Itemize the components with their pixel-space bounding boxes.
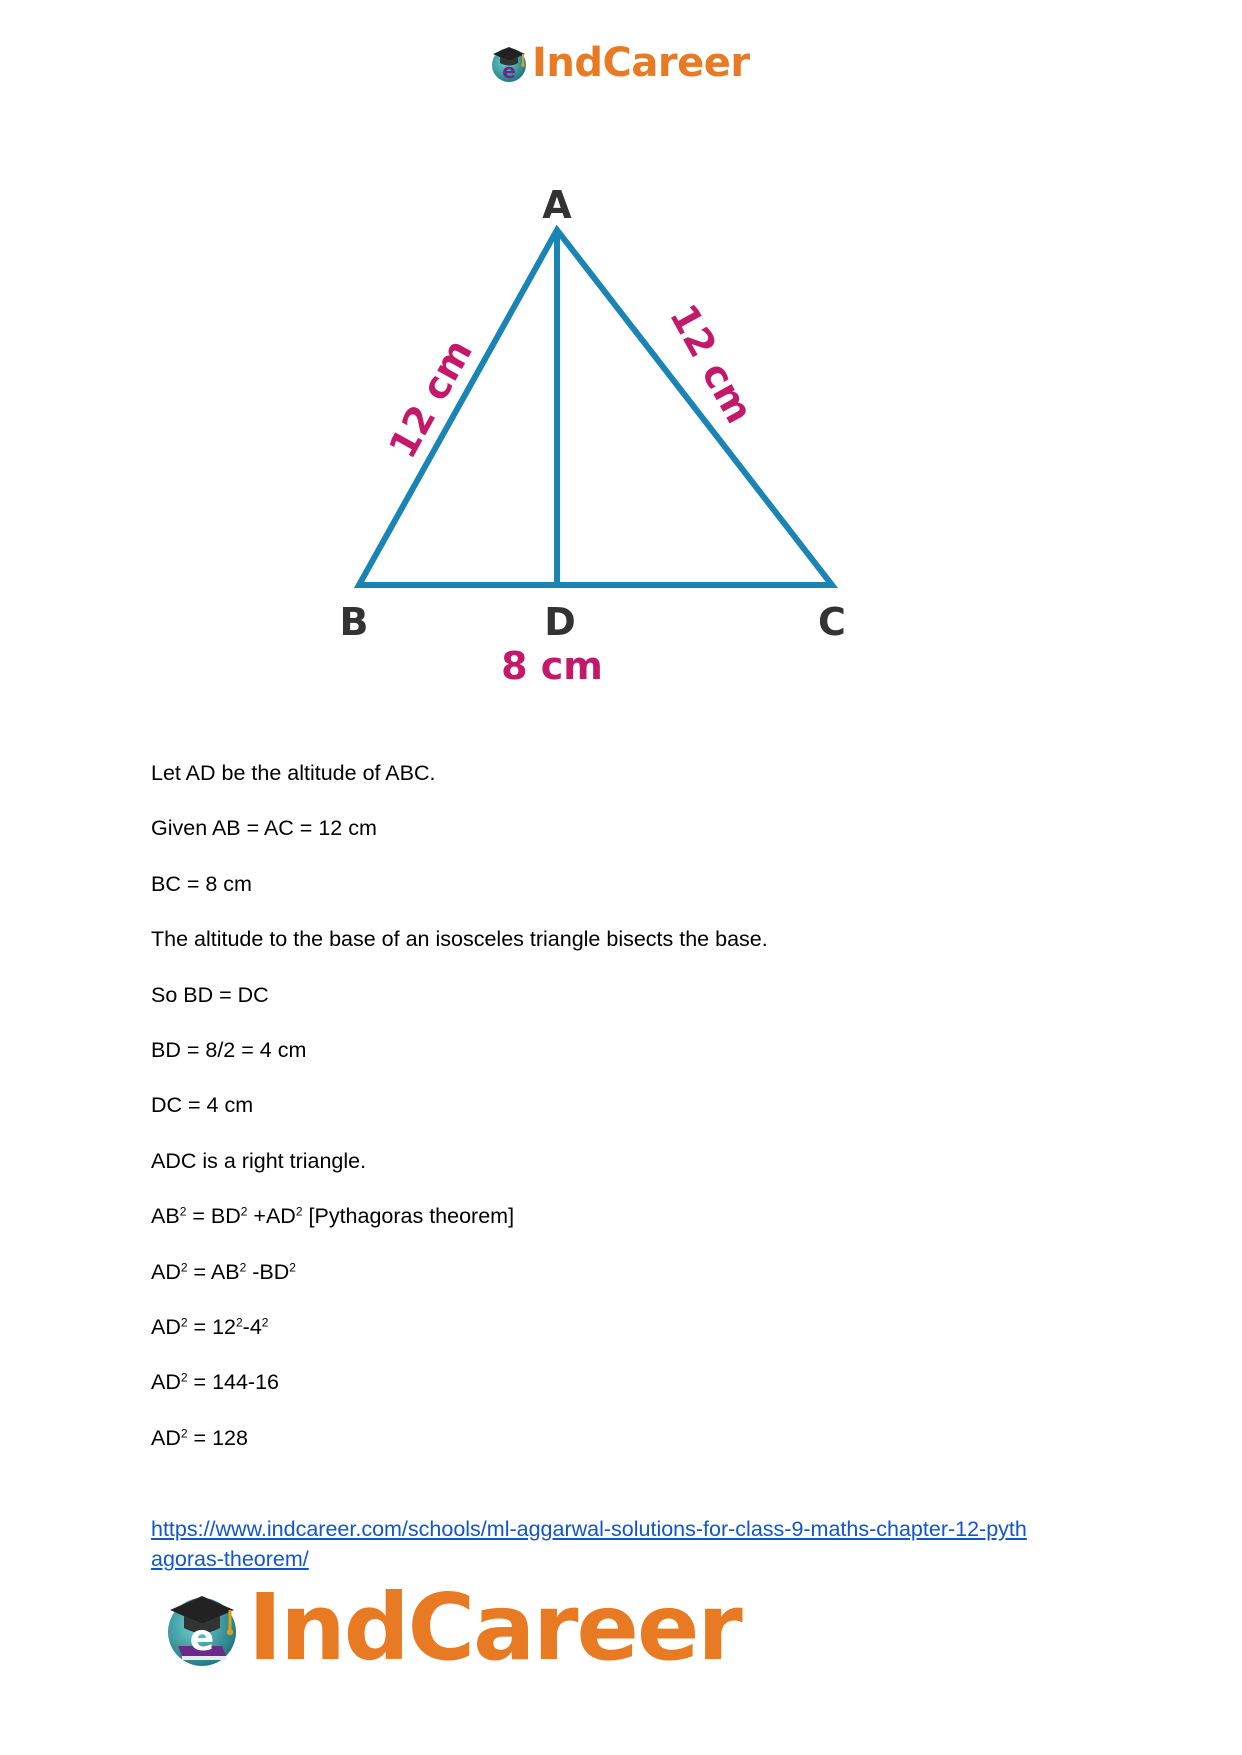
solution-line: Let AD be the altitude of ABC.: [151, 761, 436, 785]
graduation-cap-globe-icon: [160, 1586, 244, 1670]
svg-text:e: e: [502, 59, 516, 83]
equation-line: $AD^2 = 12^2-4^2$: [151, 1314, 269, 1339]
vertex-d-label: D: [544, 600, 576, 644]
side-ac-label: 12 cm: [661, 296, 762, 431]
source-link-line-2[interactable]: agoras-theorem/: [151, 1547, 309, 1571]
graduation-cap-globe-icon: [488, 42, 530, 84]
solution-text: [151, 760, 1111, 1480]
equation-line: $AD^2 = AB^2$ $-BD^2$: [151, 1259, 296, 1284]
side-ab-label: 12 cm: [380, 331, 481, 466]
vertex-b-label: B: [339, 600, 369, 644]
footer-logo: [160, 1574, 741, 1681]
vertex-c-label: C: [818, 600, 846, 644]
equation-line: $AD^2 = 144-16$: [151, 1370, 280, 1395]
equation-line: $AB^2 = BD^2 +AD^2$ [Pythagoras theorem]: [151, 1204, 515, 1229]
footer-logo-text: IndCareer: [248, 1574, 741, 1681]
equation-line: $AD^2 = 128$: [151, 1425, 248, 1450]
header-logo: [488, 42, 750, 84]
solution-line: BC = 8 cm: [151, 871, 252, 896]
solution-line: ADC is a right triangle.: [151, 1148, 367, 1173]
source-link[interactable]: [151, 1514, 1111, 1574]
svg-text:e: e: [189, 1618, 215, 1659]
triangle-figure: [320, 170, 900, 700]
solution-line: Given AB = AC = 12 cm: [151, 816, 377, 841]
solution-line: DC = 4 cm: [151, 1093, 254, 1118]
vertex-a-label: A: [542, 183, 572, 227]
solution-line: BD = 8/2 = 4 cm: [151, 1037, 307, 1062]
source-link-line-1[interactable]: https://www.indcareer.com/schools/ml-aggarwal-solutions-for-class-9-maths-chapter-12-pyth: [151, 1517, 1027, 1541]
side-bc-label: 8 cm: [501, 644, 603, 688]
solution-line: The altitude to the base of an isosceles triangle bisects the base.: [151, 927, 768, 952]
solution-line: So BD = DC: [151, 982, 269, 1007]
header-logo-text: IndCareer: [532, 40, 750, 86]
